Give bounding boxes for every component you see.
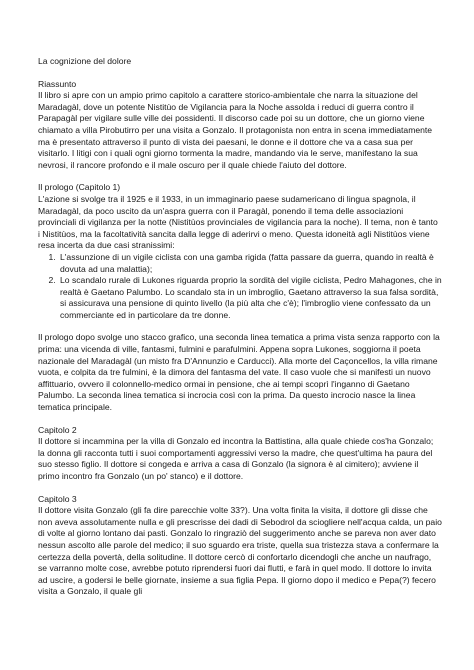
list-item: 1. L'assunzione di un vigile ciclista con una gamba rigida (fatta passare da guerra, quando in realtà è dovuta ad una malattia);: [58, 252, 442, 275]
spacer: [38, 321, 442, 332]
paragraph-capitolo-2: Il dottore si incammina per la villa di Gonzalo ed incontra la Battistina, alla quale chiede cos'ha Gonzalo; la donna gli racconta tutti i suoi comportamenti aggressivi verso la madre, che quest'ultima ha paura del suo stesso figlio. Il dottore si congeda e arriva a casa di Gonzalo (la signora è al cimitero); avviene il primo incontro fra Gonzalo (un po' stanco) e il dottore.: [38, 436, 434, 481]
section-heading-capitolo-2: Capitolo 2: [38, 424, 77, 435]
list-item: 2. Lo scandalo rurale di Lukones riguarda proprio la sordità del vigile ciclista, Pedro Mahagones, che in realtà è Gaetano Palumbo. Lo scandalo sta in un imbroglio, Gaetano attraverso la sua falsa sordità, si assicurava una pensione di quinto livello (la più alta che c'è); l'imbroglio viene confessato da un commerciante ed in particolare da tre donne.: [58, 275, 442, 321]
paragraph-prologo-2: Il prologo dopo svolge uno stacco grafico, una seconda linea tematica a prima vista senza rapporto con la prima: una vicenda di ville, fantasmi, fulmini e parafulmini. Appena sopra Lukones, soggiorna il poeta nazionale del Maradagàl (un misto fra D'Annunzio e Carducci). Alla morte del Caçoncellos, la villa rimane vuota, e colpita da tre fulmini, è la dimora del fantasma del vate. Il caso vuole che si manifesti un nuovo affittuario, ovvero il colonnello-medico ormai in pensione, che ai tempi scoprì l'inganno di Gaetano Palumbo. La seconda linea tematica si incrocia così con la prima. Da questo incrocio nasce la linea tematica principale.: [38, 332, 440, 413]
paragraph-riassunto: Il libro si apre con un ampio primo capitolo a carattere storico-ambientale che narra la situazione del Maradagàl, dove un potente Nistitùo de Vigilancia para la Noche assolda i reduci di guerra contro il Parapagàl per vigilare sulle ville dei possidenti. Il discorso cade poi su un dottore, che un giorno viene chiamato a villa Pirobutirro per una visita a Gonzalo. Il protagonista non entra in scena immediatamente ma è presentato attraverso il punto di vista dei paesani, le donne e il dottore che va a casa sua per visitarlo. I litigi con i quali ogni giorno tormenta la madre, mandando via le serve, manifestano la sua nevrosi, il rancore profondo e il male oscuro per il quale chiede l'aiuto del dottore.: [38, 90, 433, 170]
document-title: La cognizione del dolore: [38, 56, 132, 66]
document-body: [38, 56, 442, 598]
paragraph-prologo: L'azione si svolge tra il 1925 e il 1933, in un immaginario paese sudamericano di lingua spagnola, il Maradagàl, da poco uscito da un'aspra guerra con il Paragàl, ponendo il tema delle associazioni provinciali di vigilanza per la notte (Nistitùos provinciales de vigilancia para la noche). Il tema, non è tanto i Nistitùos, ma la facoltatività sancita dalla legge di aderirvi o meno. Questa idoneità agli Nistitùos viene resa incerta da due casi stranissimi:: [38, 193, 438, 251]
section-heading-prologo: Il prologo (Capitolo 1): [38, 182, 121, 193]
section-heading-riassunto: Riassunto: [38, 78, 77, 89]
spacer: [38, 414, 442, 425]
numbered-list: [38, 252, 442, 322]
spacer: [38, 171, 442, 182]
paragraph-capitolo-3: Il dottore visita Gonzalo (gli fa dire parecchie volte 33?). Una volta finita la visita, il dottore gli disse che non aveva assolutamente nulla e gli prescrisse dei dadi di Sebodrol da sciogliere nell'acqua calda, un paio di volte al giorno lontano dai pasti. Gonzalo lo ringraziò del suggerimento anche se pareva non aver dato nessun ascolto alle parole del medico; il suo sguardo era triste, quella sua tristezza stava a confermare la certezza della povertà, della solitudine. Il dottore cercò di confortarlo dicendogli che anche un naufrago, se varranno molte cose, avrebbe potuto riprendersi fuori dai flutti, e farà in quel modo. Il dottore lo invita ad uscire, a godersi le belle giornate, insieme a sua figlia Pepa. Il giorno dopo il medico e Pepa(?) fecero visita a Gonzalo, il quale gli: [38, 505, 442, 597]
spacer: [38, 483, 442, 494]
section-heading-capitolo-3: Capitolo 3: [38, 493, 77, 504]
